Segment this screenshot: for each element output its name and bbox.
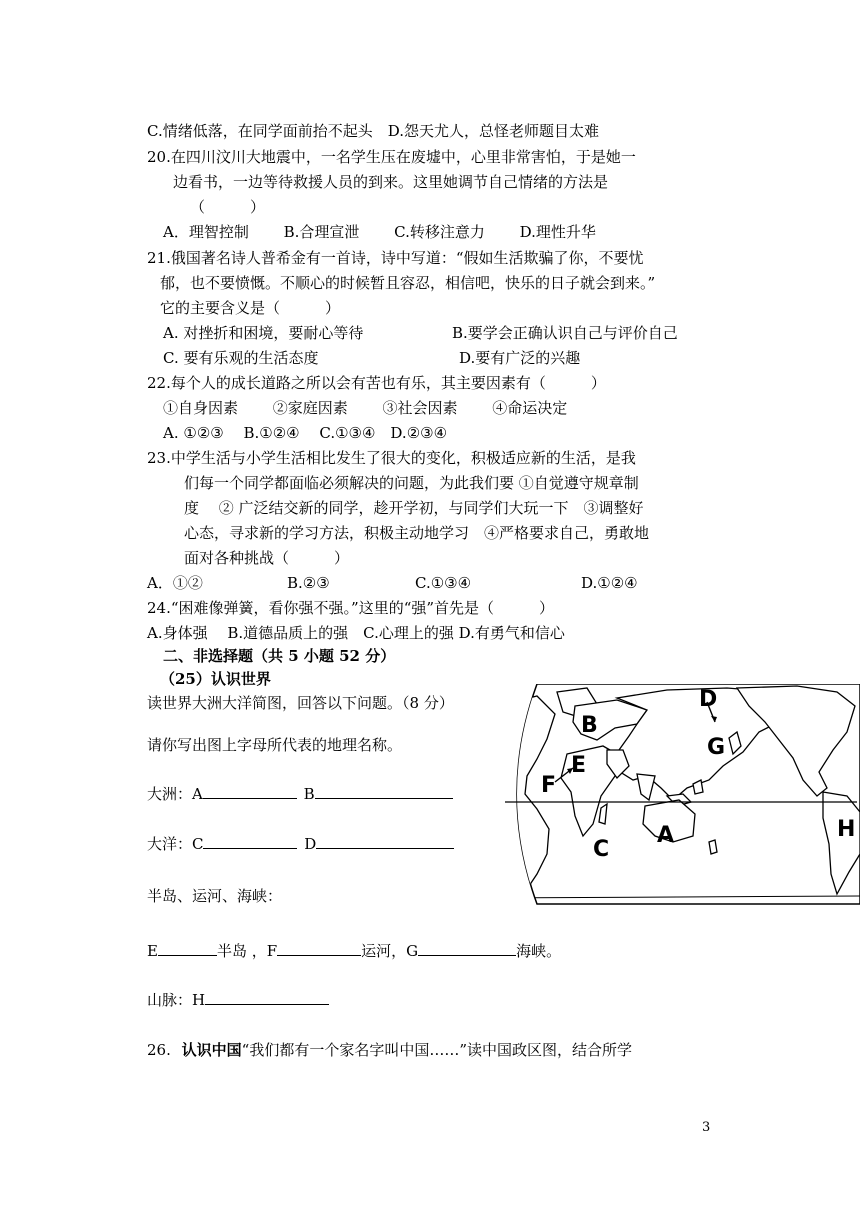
q21-line-2: 郁，也不要愤慨。不顺心的时候暂且容忍，相信吧，快乐的日子就会到来。” [160, 274, 656, 292]
answer-blank-h[interactable] [205, 988, 329, 1005]
q21-option-a: A. 对挫折和困境，要耐心等待 [163, 324, 364, 342]
map-label-e: E [571, 753, 587, 778]
answer-blank-e[interactable] [158, 939, 217, 956]
q23-line-3: 度 ② 广泛结交新的同学，趁开学初，与同学们大玩一下 ③调整好 [184, 499, 644, 517]
e-prefix: E [147, 942, 158, 960]
q26-number: 26. [147, 1041, 171, 1059]
q23-line-5: 面对各种挑战（ ） [184, 549, 350, 567]
section-heading: 二、非选择题（共 5 小题 52 分） [163, 647, 396, 665]
world-map [497, 684, 860, 909]
continent-label: 大洲：A [147, 785, 203, 803]
q20-line-3: （ ） [190, 198, 266, 216]
answer-blank-f[interactable] [277, 939, 361, 956]
answer-blank-d[interactable] [316, 832, 454, 849]
q20-line-2: 边看书，一边等待救援人员的到来。这里她调节自己情绪的方法是 [173, 173, 609, 191]
e-suffix: 半岛 ，F [216, 942, 278, 960]
q23-line-2: 们每一个同学都面临必须解决的问题，为此我们要 ①自觉遵守规章制 [184, 474, 639, 492]
efg-row [147, 939, 561, 961]
q23-option-b: B.②③ [287, 574, 330, 592]
q26-text: “我们都有一个家名字叫中国……”读中国政区图，结合所学 [241, 1041, 632, 1059]
map-label-a: A [657, 823, 675, 848]
map-label-c: C [593, 837, 610, 862]
map-label-f: F [541, 773, 557, 798]
answer-blank-c[interactable] [203, 832, 297, 849]
q21-option-b: B.要学会正确认识自己与评价自己 [452, 324, 678, 342]
g-suffix: 海峡。 [516, 942, 562, 960]
q21-line-1: 21.俄国著名诗人普希金有一首诗，诗中写道：“假如生活欺骗了你，不要忧 [147, 249, 644, 267]
misc-label: 半岛、运河、海峡： [147, 887, 283, 905]
q22-line-1: 22.每个人的成长道路之所以会有苦也有乐，其主要因素有（ ） [147, 374, 606, 392]
map-label-h: H [837, 817, 856, 842]
map-label-b: B [581, 713, 598, 738]
answer-blank-g[interactable] [418, 939, 516, 956]
q21-option-d: D.要有广泛的兴趣 [459, 349, 581, 367]
q25-title: （25）认识世界 [160, 670, 271, 688]
map-label-g: G [707, 735, 726, 760]
ocean-d-label: D [304, 835, 317, 853]
q25-instruction: 请你写出图上字母所代表的地理名称。 [147, 736, 403, 754]
continent-b-label: B [303, 785, 315, 803]
q23-option-a: A．①② [147, 574, 203, 592]
q26-line [147, 1040, 632, 1060]
answer-blank-a[interactable] [203, 782, 297, 799]
continent-row [147, 782, 453, 804]
mountain-label: 山脉：H [147, 991, 206, 1009]
q23-line-1: 23.中学生活与小学生活相比发生了很大的变化，积极适应新的生活，是我 [147, 449, 636, 467]
q26-title: 认识中国 [181, 1041, 242, 1059]
q22-options: A. ①②③ B.①②④ C.①③④ D.②③④ [163, 424, 448, 442]
q23-option-d: D.①②④ [581, 574, 638, 592]
q21-option-c: C. 要有乐观的生活态度 [163, 349, 319, 367]
q20-line-1: 20.在四川汶川大地震中，一名学生压在废墟中，心里非常害怕，于是她一 [147, 148, 636, 166]
q25-intro: 读世界大洲大洋简图，回答以下问题。（8 分） [147, 694, 454, 712]
q21-line-3: 它的主要含义是（ ） [160, 299, 341, 317]
new-zealand [709, 840, 717, 854]
q22-items: ①自身因素 ②家庭因素 ③社会因素 ④命运决定 [163, 399, 568, 417]
q24-line-1: 24.“困难像弹簧，看你强不强。”这里的“强”首先是（ ） [147, 599, 555, 617]
ocean-row [147, 832, 454, 854]
q20-options: A．理智控制 B.合理宣泄 C.转移注意力 D.理性升华 [163, 223, 596, 241]
answer-blank-b[interactable] [315, 782, 453, 799]
q19-options-cd: C.情绪低落，在同学面前抬不起头 D.怨天尤人，总怪老师题目太难 [147, 122, 599, 140]
ocean-label: 大洋：C [147, 835, 204, 853]
f-suffix: 运河，G [361, 942, 419, 960]
q23-line-4: 心态，寻求新的学习方法，积极主动地学习 ④严格要求自己，勇敢地 [184, 524, 650, 542]
mountain-row [147, 988, 329, 1010]
map-label-d: D [699, 687, 718, 712]
page-number: 3 [702, 1120, 711, 1135]
q23-option-c: C.①③④ [415, 574, 472, 592]
q24-options: A.身体强 B.道德品质上的强 C.心理上的强 D.有勇气和信心 [147, 624, 565, 642]
